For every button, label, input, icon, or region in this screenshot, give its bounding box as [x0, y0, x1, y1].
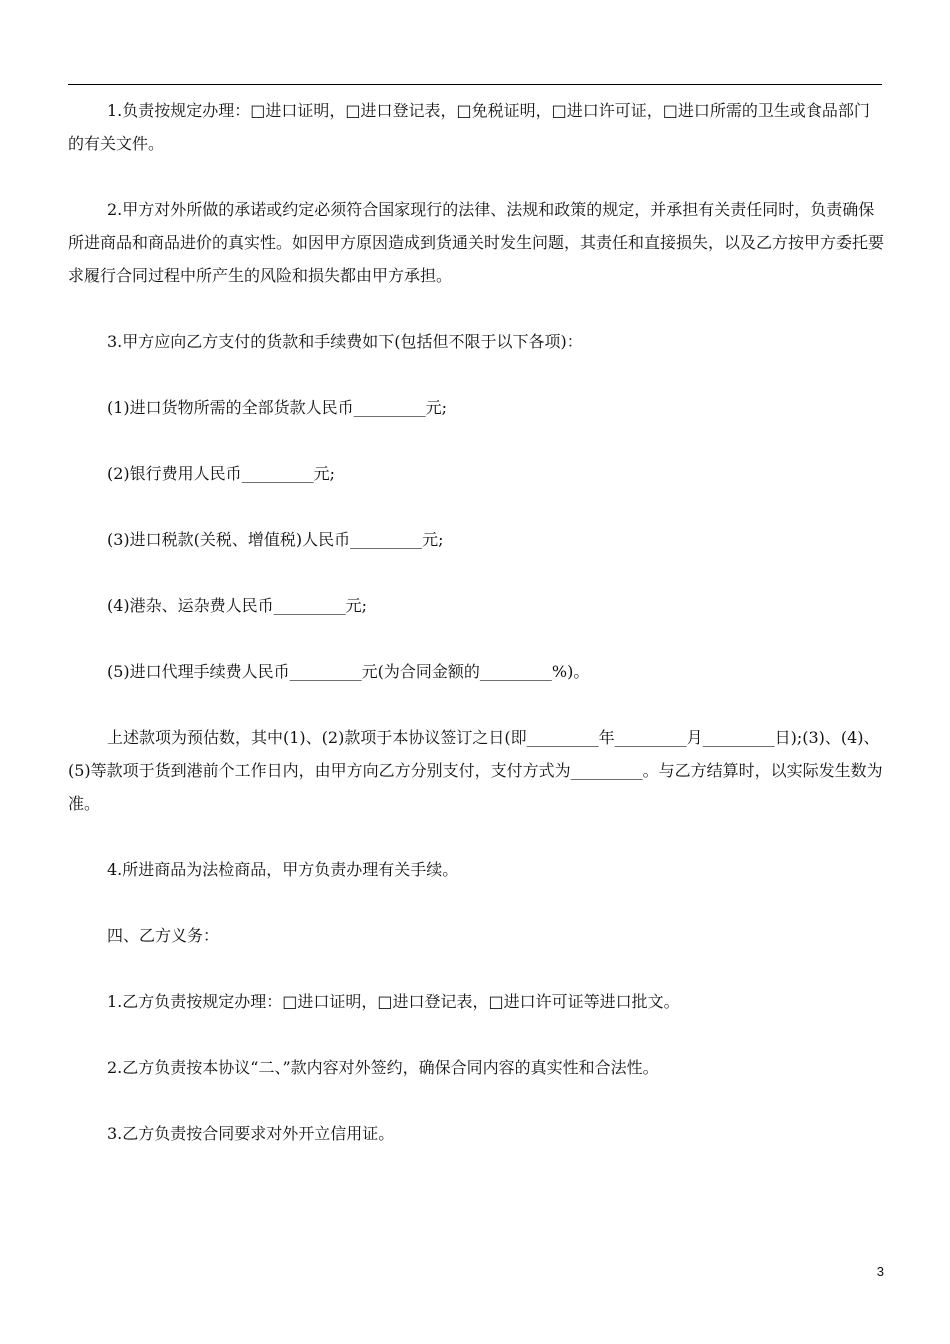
header-rule — [68, 84, 882, 85]
paragraph: (2)银行费用人民币_________元; — [107, 464, 336, 483]
paragraph: 3.甲方应向乙方支付的货款和手续费如下(包括但不限于以下各项)： — [107, 332, 583, 351]
paragraph: 2.甲方对外所做的承诺或约定必须符合国家现行的法律、法规和政策的规定，并承担有关责任同时，负责确保所进商品和商品进价的真实性。如因甲方原因造成到货通关时发生问题，其责任和直接损失，以及乙方按甲方委托要求履行合同过程中所产生的风险和损失都由甲方承担。 — [68, 200, 885, 285]
paragraph: 3.乙方负责按合同要求对外开立信用证。 — [107, 1124, 395, 1143]
document-body — [68, 94, 884, 1183]
paragraph: 1.乙方负责按规定办理：□进口证明，□进口登记表，□进口许可证等进口批文。 — [107, 992, 680, 1011]
paragraph: (4)港杂、运杂费人民币_________元; — [107, 596, 368, 615]
paragraph: (5)进口代理手续费人民币_________元(为合同金额的_________%)。 — [107, 662, 590, 681]
paragraph: (3)进口税款(关税、增值税)人民币_________元; — [107, 530, 444, 549]
paragraph: 2.乙方负责按本协议“二、”款内容对外签约，确保合同内容的真实性和合法性。 — [107, 1058, 659, 1077]
paragraph: 4.所进商品为法检商品，甲方负责办理有关手续。 — [107, 860, 459, 879]
section-heading: 四、乙方义务： — [107, 926, 220, 945]
page-number: 3 — [876, 1264, 884, 1279]
paragraph: 上述款项为预估数，其中(1)、(2)款项于本协议签订之日(即_________年_________月_________日);(3)、(4)、(5)等款项于货到港前个工作日内，由甲方向乙方分别支付，支付方式为_________。与乙方结算时，以实际发生数为准。 — [68, 728, 883, 813]
paragraph: 1.负责按规定办理：□进口证明，□进口登记表，□免税证明，□进口许可证，□进口所需的卫生或食品部门的有关文件。 — [68, 101, 870, 153]
paragraph: (1)进口货物所需的全部货款人民币_________元; — [107, 398, 448, 417]
